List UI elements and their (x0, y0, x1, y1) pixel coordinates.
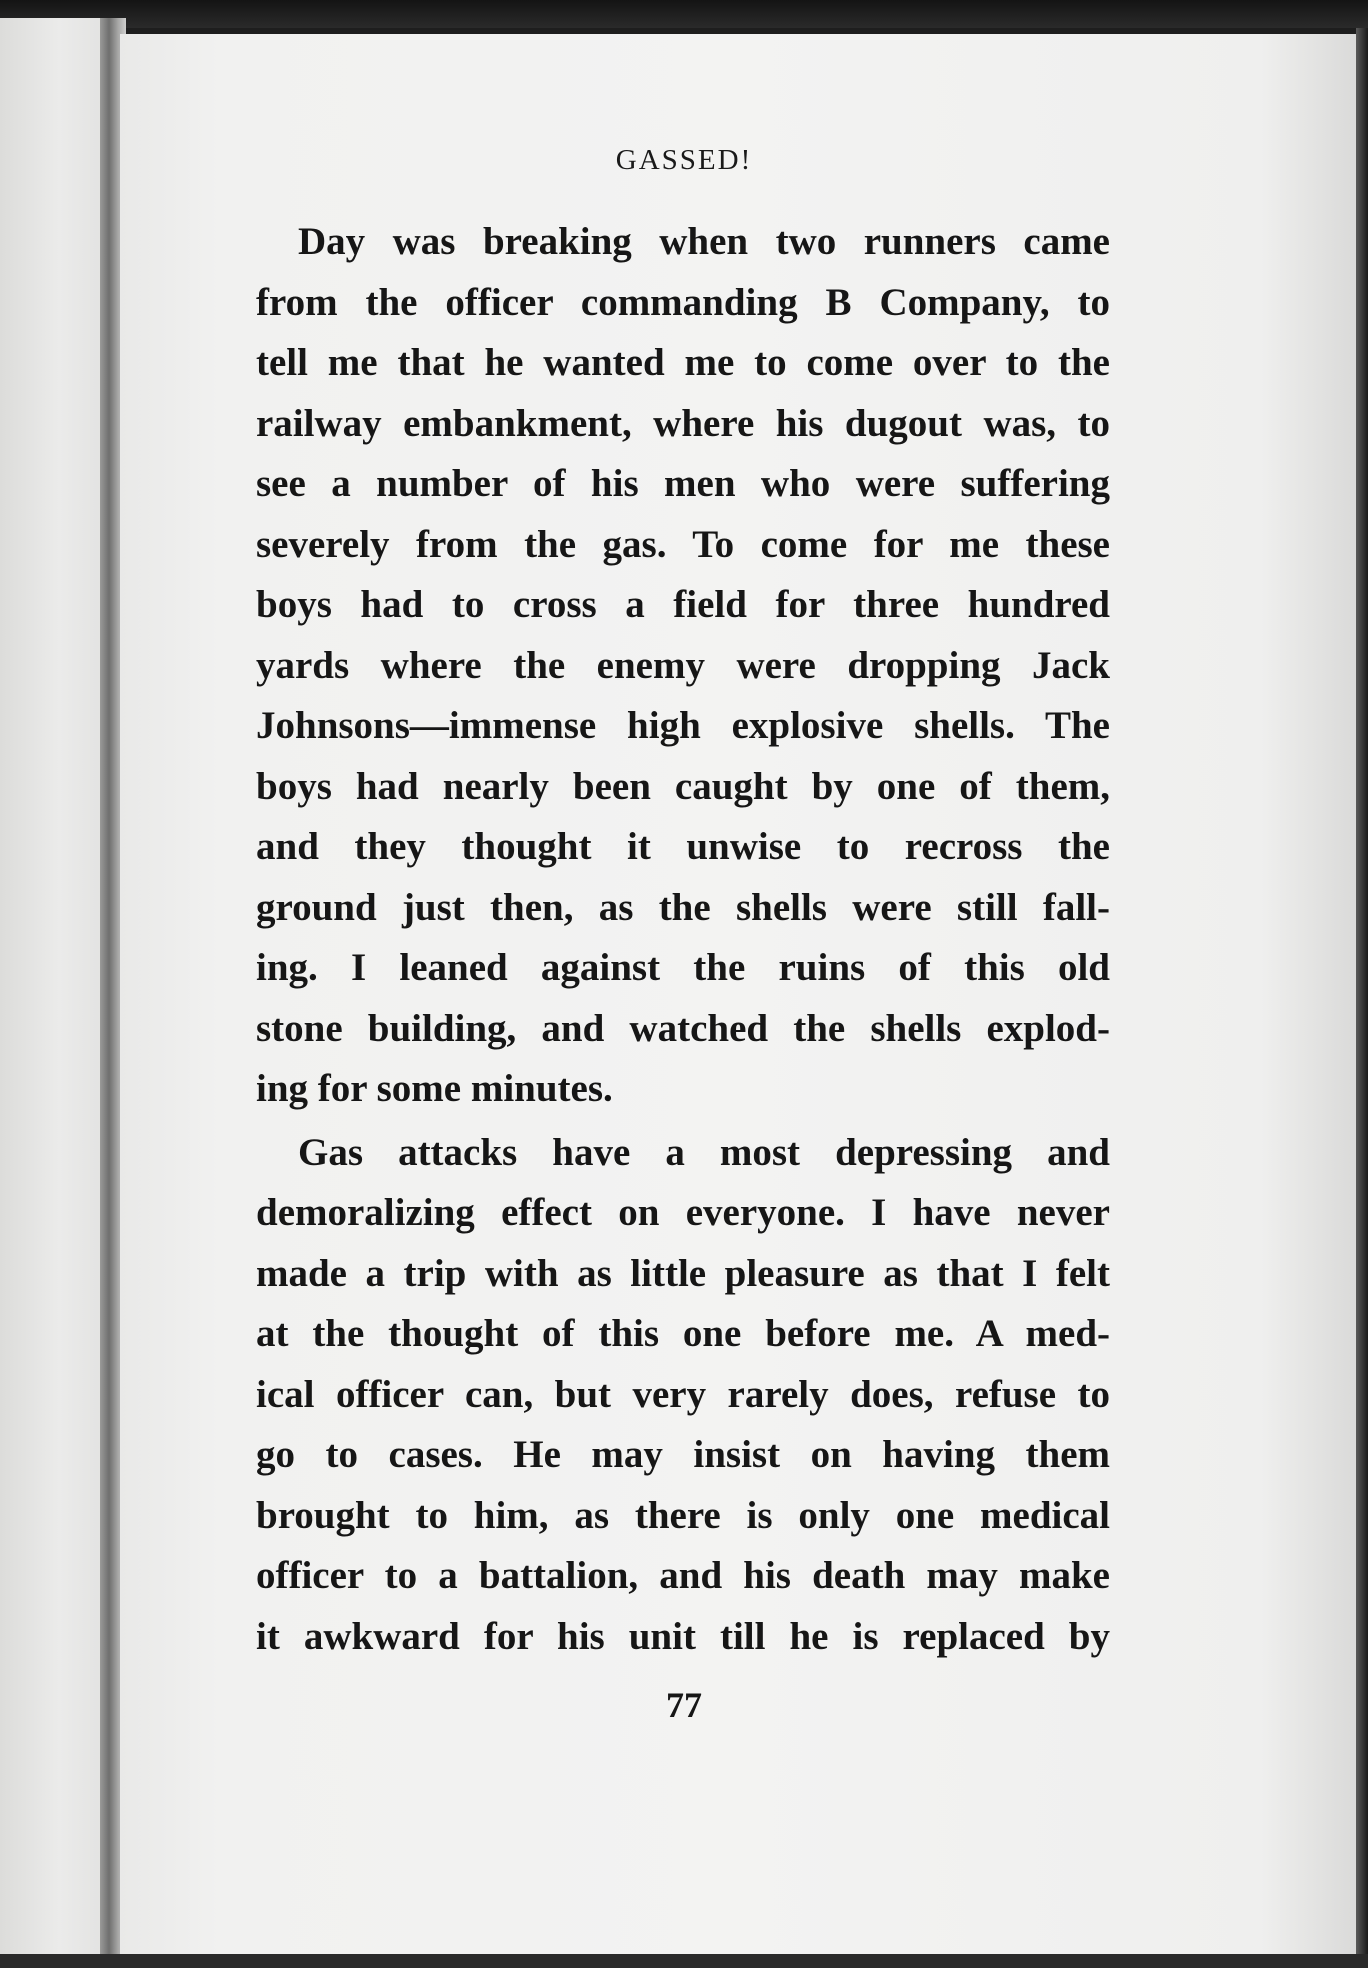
text-line: Day was breaking when two runners came (298, 220, 1110, 263)
text-line: tell me that he wanted me to come over to the (256, 341, 1110, 384)
body-text (256, 212, 1110, 1667)
text-line: yards where the enemy were dropping Jack (256, 643, 1110, 687)
text-line: at the thought of this one before me. A med- (256, 1312, 1110, 1355)
text-line: demoralizing effect on everyone. I have never (256, 1191, 1110, 1234)
text-line: and they thought it unwise to recross the (256, 825, 1110, 868)
text-line: see a number of his men who were suffering (256, 462, 1110, 505)
text-line: ical officer can, but very rarely does, refuse to (256, 1372, 1110, 1416)
text-line: ing for some minutes. (256, 1067, 613, 1110)
text-line: Johnsons—immense high explosive shells. The (256, 704, 1110, 747)
text-line: boys had nearly been caught by one of them, (256, 764, 1110, 808)
text-line: officer to a battalion, and his death may make (256, 1554, 1110, 1597)
text-line: ground just then, as the shells were still fall- (256, 885, 1110, 929)
running-head: GASSED! (615, 144, 753, 176)
text-line: boys had to cross a field for three hundred (256, 583, 1110, 626)
text-line: Gas attacks have a most depressing and (298, 1130, 1110, 1174)
text-line: stone building, and watched the shells explod- (256, 1006, 1110, 1050)
text-line: from the officer commanding B Company, to (256, 280, 1110, 324)
page-number: 77 (666, 1685, 702, 1725)
paragraph (256, 212, 1110, 1120)
text-line: railway embankment, where his dugout was, to (256, 401, 1110, 445)
paragraph (256, 1123, 1110, 1668)
text-line: severely from the gas. To come for me these (256, 522, 1110, 566)
text-line: it awkward for his unit till he is replaced by (256, 1614, 1110, 1658)
text-line: ing. I leaned against the ruins of this old (256, 946, 1110, 989)
text-line: brought to him, as there is only one medical (256, 1493, 1110, 1537)
scan-right-border (1356, 28, 1368, 1968)
scan-bottom-border (0, 1954, 1368, 1968)
text-line: go to cases. He may insist on having them (256, 1433, 1110, 1476)
text-line: made a trip with as little pleasure as that I felt (256, 1251, 1110, 1295)
facing-page-edge (0, 18, 108, 1968)
scan-top-border (0, 0, 1368, 28)
